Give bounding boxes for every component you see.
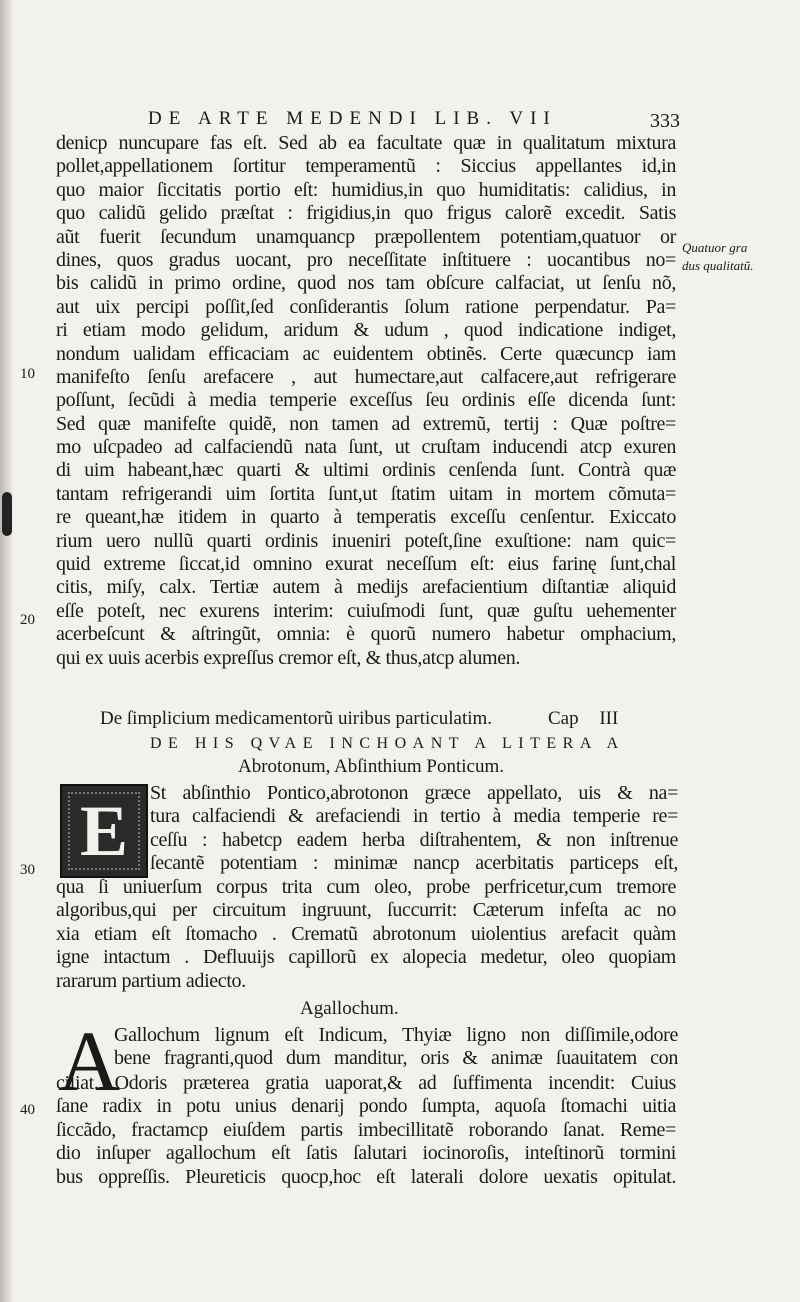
text-line: nondum ualidam efficaciam ac euidentem obtinẽs. Certe quæcuncp iam xyxy=(56,342,676,365)
text-line: qua ſi uniuerſum corpus trita cum oleo, probe perfricetur,cum tremore xyxy=(56,876,676,898)
margin-note-line-1: Quatuor gra xyxy=(682,240,748,255)
text-line: Gallochum lignum eſt Indicum, Thyiæ ligno non diſſimile,odore xyxy=(114,1024,678,1046)
entry-title-agallochum: Agallochum. xyxy=(300,998,399,1019)
text-line: tura calfaciendi & arefaciendi in tertio à media temperie re= xyxy=(150,805,678,828)
text-line: citis, miſy, calx. Tertiæ autem à medijs arefacientium diſtantiæ aliquid xyxy=(56,576,676,599)
decorated-initial xyxy=(60,784,148,878)
text-line: poſſunt, ſecũdi à media temperie exceſſus ſeu ordinis eſſe dicenda ſunt: xyxy=(56,389,676,412)
text-line: rararum partium adiecto. xyxy=(56,969,246,992)
text-line: mo uſcpadeo ad calfaciendũ nata ſunt, ut cruſtam inducendi atcp exuren xyxy=(56,436,676,459)
text-line: dines, quos gradus uocant, pro neceſſitate inſtituere : uocantibus no= xyxy=(56,248,676,271)
margin-note-line-2: dus qualitatũ. xyxy=(682,258,754,273)
text-line: tantam refrigerandi uim ſortita ſunt,ut ſtatim uitam in mortem cõmuta= xyxy=(56,482,676,505)
text-line: quid extreme ſiccat,id omnino exurat neceſſum eſt: eius farinę ſunt,chal xyxy=(56,553,676,576)
text-line: eſſe poteſt, nec exurens interim: cuiuſmodi ſunt, quæ guſtu uehementer xyxy=(56,599,676,622)
text-line: algoribus,qui per circuitum ingruunt, ſuccurrit: Cæterum infeſta ac no xyxy=(56,899,676,922)
text-line: bene fragranti,quod dum manditur, oris & animæ ſuauitatem con xyxy=(114,1047,678,1070)
entry-title-abrotonum: Abrotonum, Abſinthium Ponticum. xyxy=(238,756,505,777)
text-line: rium uero nullũ quarti ordinis inueniri poteſt,ſine exuſtione: nam quic= xyxy=(56,529,676,552)
running-title: DE ARTE MEDENDI LIB. VII xyxy=(148,108,557,129)
paragraph-agallochum-indented xyxy=(114,1024,678,1071)
text-line: bus oppreſſis. Pleureticis quocp,hoc eſt laterali dolore uexatis opitulat. xyxy=(56,1165,676,1188)
line-number-40: 40 xyxy=(20,1102,35,1118)
text-line: xia etiam eſt ſtomacho . Crematũ abrotonum uiolentius arefacit quàm xyxy=(56,922,676,945)
chapter-title: De ſimplicium medicamentorũ uiribus particulatim. xyxy=(100,708,493,729)
initial-flourish xyxy=(68,792,140,870)
text-line: manifeſto ſenſu arefacere , aut humectare,aut calfacere,aut refrigerare xyxy=(56,365,676,388)
text-line: dio inſuper agallochum eſt ſatis ſalutari iocinoroſis, inteſtinorũ tormini xyxy=(56,1142,676,1165)
page-gutter-shadow xyxy=(0,0,14,1302)
paragraph-abrotonum xyxy=(56,876,676,993)
text-line: St abſinthio Pontico,abrotonon græce appellato, uis & na= xyxy=(150,782,678,804)
page-number: 333 xyxy=(650,110,680,132)
text-line: qui ex uuis acerbis expreſſus cremor eſt, & thus,atcp alumen. xyxy=(56,646,521,669)
text-line: ſecantẽ potentiam : minimæ nancp acerbitatis particeps eſt, xyxy=(150,852,678,875)
line-number-30: 30 xyxy=(20,862,35,878)
paragraph-abrotonum-indented xyxy=(150,782,678,876)
text-line: ri etiam modo gelidum, aridum & udum , quod indicatione indiget, xyxy=(56,319,676,342)
text-line: acerbeſcunt & aſtringũt, omnia: è quorũ numero habetur omphacium, xyxy=(56,623,676,646)
initial-letter-a: A xyxy=(58,1013,121,1109)
text-line: igne intactum . Defluuijs capillorũ ex alopecia medetur, oleo quopiam xyxy=(56,946,676,969)
text-line: ciliat. Odoris præterea gratia uaporat,& ad ſuffimenta incendit: Cuius xyxy=(56,1072,676,1094)
text-line: quo calidũ gelido præſtat : frigidius,in quo frigus calorẽ excedit. Satis xyxy=(56,202,676,225)
text-line: Sed quæ manifeſte quidẽ, non tamen ad extremũ, tertij : Quæ poſtre= xyxy=(56,412,676,435)
section-heading: DE HIS QVAE INCHOANT A LITERA A xyxy=(150,735,625,752)
dropcap-letter: E xyxy=(79,790,129,871)
text-line: ceſſu : habetcp eadem herba diſtrahentem, & non inſtrenue xyxy=(150,828,678,851)
text-line: aut uix percipi poſſit,ſed conſiderantis ſolum ratione perpendatur. Pa= xyxy=(56,295,676,318)
text-line: ſane radix in potu unius denarij pondo ſumpta, aquoſa ſtomachi uitia xyxy=(56,1095,676,1118)
text-line: quo maior ſiccitatis portio eſt: humidius,in quo humiditatis: calidius, in xyxy=(56,178,676,201)
line-number-20: 20 xyxy=(20,612,35,628)
paragraph-qualities xyxy=(56,132,676,670)
text-line: aũt fuerit ſecundum unamquancp præpollentem potentiam,quatuor or xyxy=(56,225,676,248)
text-line: di uim habeant,hæc quarti & ultimi ordinis cenſenda ſunt. Contrà quæ xyxy=(56,459,676,482)
line-number-10: 10 xyxy=(20,366,35,382)
text-line: denicp nuncupare fas eſt. Sed ab ea facultate quæ in qualitatum mixtura xyxy=(56,132,676,154)
text-line: ſiccãdo, fractamcp eiuſdem partis imbecillitatẽ roborando ſanat. Reme= xyxy=(56,1118,676,1141)
text-line: pollet,appellationem ſortitur temperamentũ : Siccius appellantes id,in xyxy=(56,155,676,178)
text-line: bis calidũ in primo ordine, quod nos tam obſcure calfaciat, ut ſenſu nõ, xyxy=(56,272,676,295)
paragraph-agallochum xyxy=(56,1072,676,1189)
cap-number: III xyxy=(599,708,619,729)
cap-label: Cap xyxy=(548,708,579,729)
chapter-label xyxy=(548,708,618,730)
text-line: re queant,hæ itidem in quarto à temperatis exceſſu cenſentur. Exiccato xyxy=(56,506,676,529)
page-edge-mark xyxy=(2,492,12,536)
